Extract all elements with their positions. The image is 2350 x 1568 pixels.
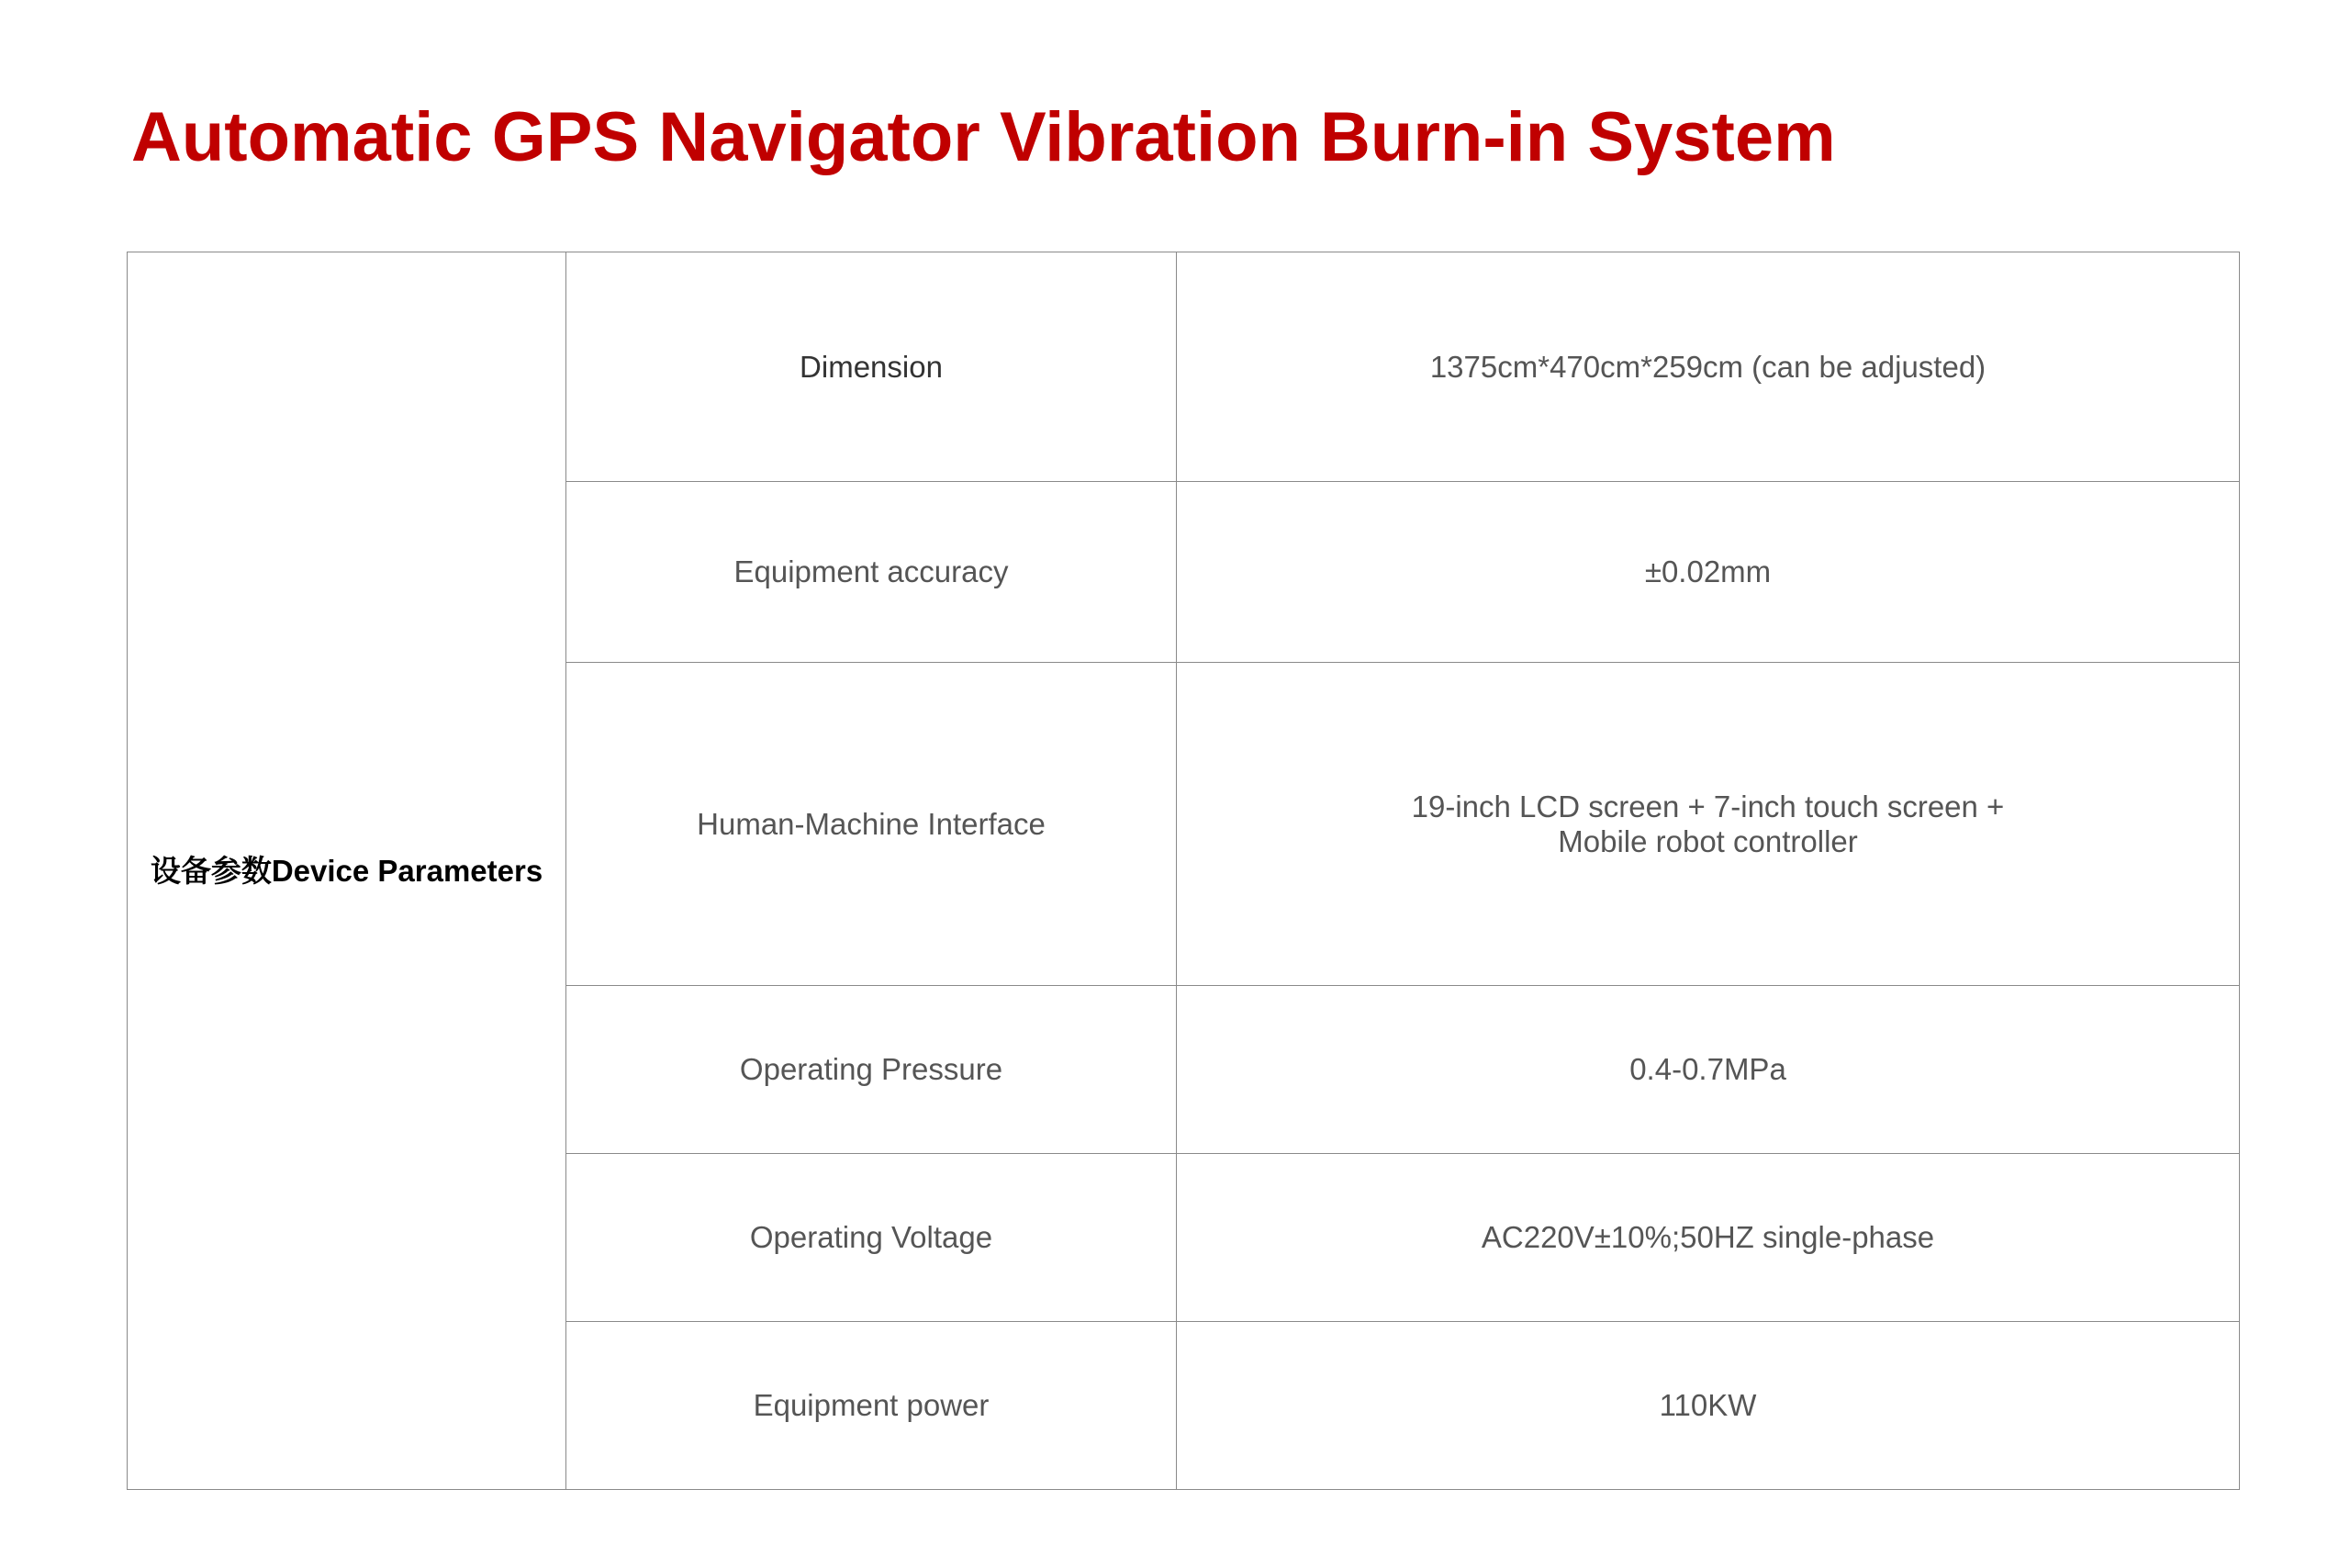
parameter-value-dimension — [1177, 252, 2240, 482]
parameter-value-equipment-accuracy — [1177, 482, 2240, 663]
table-row — [128, 252, 2240, 482]
value-line: 110KW — [1659, 1388, 1757, 1422]
value-line: 19-inch LCD screen + 7-inch touch screen + — [1411, 789, 2005, 823]
parameter-label-dimension: Dimension — [566, 252, 1177, 482]
value-line: Mobile robot controller — [1558, 823, 1858, 858]
value-line: 1375cm*470cm*259cm (can be adjusted) — [1429, 349, 1986, 384]
parameter-label-equipment-power: Equipment power — [566, 1322, 1177, 1490]
parameter-label-operating-voltage: Operating Voltage — [566, 1154, 1177, 1322]
device-parameters-table — [127, 252, 2240, 1490]
value-line: AC220V±10%;50HZ single-phase — [1481, 1220, 1935, 1254]
parameter-value-equipment-power — [1177, 1322, 2240, 1490]
parameter-value-human-machine-interface — [1177, 663, 2240, 986]
group-label-cell: 设备参数Device Parameters — [128, 252, 566, 1490]
parameter-label-human-machine-interface: Human-Machine Interface — [566, 663, 1177, 986]
value-line: 0.4-0.7MPa — [1629, 1052, 1786, 1086]
parameter-value-operating-voltage — [1177, 1154, 2240, 1322]
parameter-label-operating-pressure: Operating Pressure — [566, 986, 1177, 1154]
parameter-label-equipment-accuracy: Equipment accuracy — [566, 482, 1177, 663]
value-line: ±0.02mm — [1644, 554, 1772, 588]
page-title: Automatic GPS Navigator Vibration Burn-in System — [131, 98, 1836, 176]
parameter-value-operating-pressure — [1177, 986, 2240, 1154]
